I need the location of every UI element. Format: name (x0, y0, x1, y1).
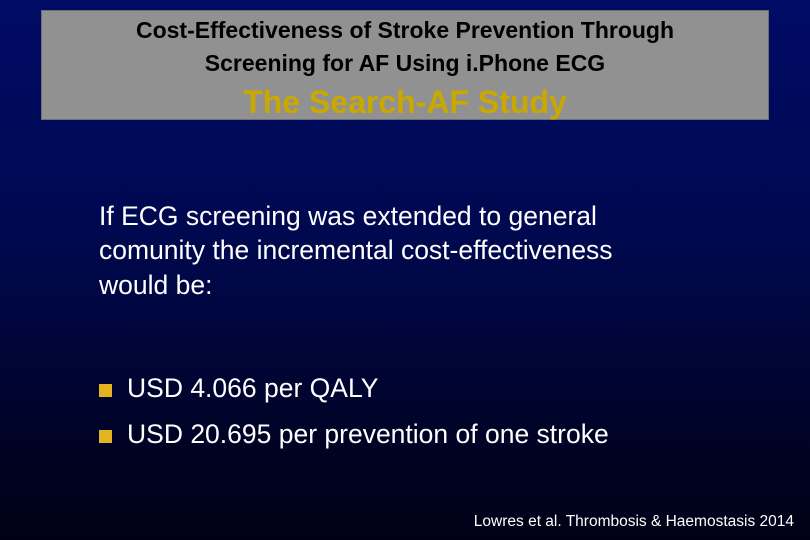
bullet-text: USD 4.066 per QALY (127, 373, 379, 403)
citation: Lowres et al. Thrombosis & Haemostasis 2014 (473, 513, 794, 530)
slide-title-line-1: Cost-Effectiveness of Stroke Prevention Through (135, 17, 675, 43)
square-bullet-icon (99, 384, 112, 397)
bullet-item-qaly (99, 365, 609, 411)
result-bullet-list (99, 365, 609, 457)
slide-title-line-2: Screening for AF Using i.Phone ECG (204, 50, 606, 76)
slide-subtitle: The Search-AF Study (243, 84, 567, 120)
bullet-text: USD 20.695 per prevention of one stroke (127, 419, 609, 449)
intro-paragraph (99, 199, 759, 302)
bullet-item-stroke (99, 411, 609, 457)
intro-line: comunity the incremental cost-effectiveness (99, 235, 613, 266)
intro-line: would be: (99, 269, 213, 300)
intro-line: If ECG screening was extended to general (99, 201, 597, 231)
square-bullet-icon (99, 430, 112, 443)
title-banner (41, 10, 769, 120)
